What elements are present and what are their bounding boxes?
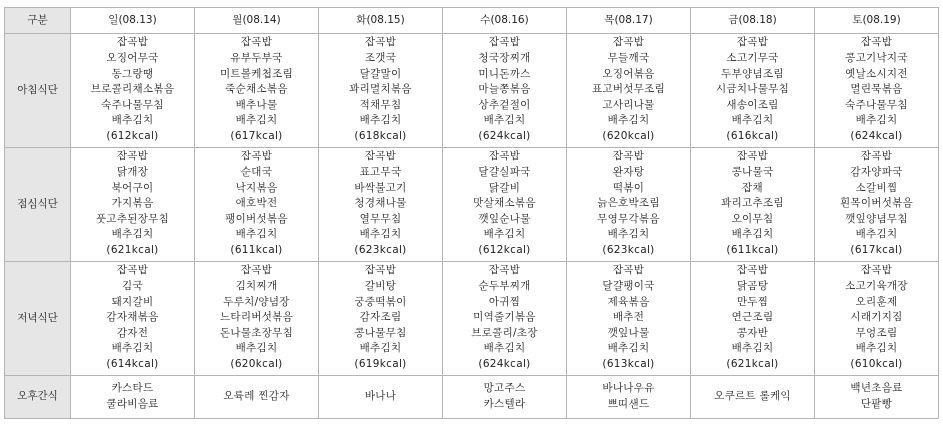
menu-cell (319, 148, 443, 262)
menu-item: 잡곡밥 (612, 36, 645, 49)
day-header: 수(08.16) (443, 8, 567, 34)
menu-item: 백년초음료 (850, 381, 903, 394)
menu-item: 잡곡밥 (364, 264, 397, 277)
menu-cell (567, 262, 691, 376)
menu-item: 미니돈까스 (478, 67, 531, 80)
menu-item: 잡곡밥 (364, 36, 397, 49)
menu-item: 새송이조림 (726, 98, 779, 111)
menu-item: 잡곡밥 (736, 150, 769, 163)
menu-item: 느타리버섯볶음 (219, 311, 294, 324)
meal-name: 오후간식 (5, 376, 71, 419)
menu-item: 청경채나물 (354, 197, 407, 210)
meal-row (5, 148, 939, 262)
menu-item: 궁중떡볶이 (354, 295, 407, 308)
menu-item: 브로콜리/초장 (471, 326, 538, 339)
menu-item: 잡곡밥 (488, 264, 521, 277)
menu-item: 배추김치 (235, 114, 278, 127)
menu-item: 잡곡밥 (736, 264, 769, 277)
menu-item: 낙지볶음 (235, 181, 278, 194)
menu-item: (620kcal) (230, 357, 283, 370)
menu-item: 표고버섯무조림 (591, 83, 666, 96)
day-header: 일(08.13) (71, 8, 195, 34)
menu-item: 배추김치 (731, 228, 774, 241)
menu-item: 잡곡밥 (364, 150, 397, 163)
menu-item: (611kcal) (230, 243, 283, 256)
menu-item: 잡곡밥 (116, 36, 149, 49)
menu-item: 감자조림 (359, 311, 402, 324)
menu-item: (624kcal) (478, 129, 531, 142)
menu-cell (815, 376, 939, 419)
meal-plan-table (4, 7, 939, 419)
menu-item: 잡곡밥 (488, 150, 521, 163)
meal-name: 아침식단 (5, 34, 71, 148)
menu-item: 깻잎양념무침 (845, 212, 908, 225)
menu-item: 만두찜 (736, 295, 769, 308)
menu-cell (443, 262, 567, 376)
menu-item: 감자채볶음 (106, 311, 159, 324)
menu-item: 북어구이 (111, 181, 154, 194)
menu-item: 브로콜리채소볶음 (90, 83, 175, 96)
menu-item: 배추김치 (235, 228, 278, 241)
menu-item: 배추김치 (607, 114, 650, 127)
menu-cell (195, 148, 319, 262)
menu-item: 완자탕 (612, 166, 645, 179)
menu-item: 오쿠르트 롤케익 (714, 389, 791, 402)
menu-item: 꽈리멸치볶음 (349, 83, 412, 96)
menu-item: (614kcal) (106, 357, 159, 370)
menu-item: 바나나우유 (602, 381, 655, 394)
meal-name: 저녁식단 (5, 262, 71, 376)
menu-item: 쿨라비음료 (106, 397, 159, 410)
menu-cell (71, 376, 195, 419)
menu-item: 배추김치 (855, 114, 898, 127)
menu-item: 카스타드 (111, 381, 154, 394)
meal-name: 점심식단 (5, 148, 71, 262)
menu-item: 배추김치 (483, 342, 526, 355)
menu-cell (815, 34, 939, 148)
menu-item: 소고기무국 (726, 52, 779, 65)
menu-item: 떡볶이 (612, 181, 645, 194)
menu-item: 오이무침 (731, 212, 774, 225)
menu-item: (619kcal) (354, 357, 407, 370)
menu-item: 닭개장 (116, 166, 149, 179)
menu-item: (612kcal) (478, 243, 531, 256)
menu-item: 배추김치 (483, 228, 526, 241)
menu-item: (621kcal) (726, 357, 779, 370)
menu-item: 시래기지짐 (850, 311, 903, 324)
menu-cell (319, 262, 443, 376)
menu-item: 배추김치 (607, 228, 650, 241)
menu-item: (610kcal) (850, 357, 903, 370)
menu-item: 돈나물초장무침 (219, 326, 294, 339)
menu-item: 단팥빵 (860, 397, 893, 410)
menu-item: 잡곡밥 (240, 150, 273, 163)
meal-row (5, 34, 939, 148)
menu-cell (691, 262, 815, 376)
menu-item: 오리훈제 (855, 295, 898, 308)
header-corner: 구분 (5, 8, 71, 34)
menu-item: 깻잎순나물 (478, 212, 531, 225)
menu-item: 김치찌개 (235, 280, 278, 293)
menu-item: (617kcal) (850, 243, 903, 256)
menu-item: 숙주나물무침 (845, 98, 908, 111)
menu-item: 바나나 (364, 389, 397, 402)
menu-item: 동그랑땡 (111, 67, 154, 80)
menu-cell (195, 34, 319, 148)
menu-cell (71, 148, 195, 262)
menu-item: 달걀실파국 (478, 166, 531, 179)
menu-item: 애호박전 (235, 197, 278, 210)
menu-item: 잡곡밥 (612, 264, 645, 277)
menu-item: (623kcal) (602, 243, 655, 256)
menu-cell (691, 376, 815, 419)
menu-item: (618kcal) (354, 129, 407, 142)
menu-item: 배추김치 (607, 342, 650, 355)
menu-item: 잡곡밥 (860, 36, 893, 49)
day-header: 금(08.18) (691, 8, 815, 34)
menu-item: (611kcal) (726, 243, 779, 256)
menu-item: 흰목이버섯볶음 (839, 197, 914, 210)
menu-cell (443, 148, 567, 262)
menu-item: 두부양념조림 (721, 67, 784, 80)
day-header: 월(08.14) (195, 8, 319, 34)
menu-item: 감자전 (116, 326, 149, 339)
menu-item: (620kcal) (602, 129, 655, 142)
meal-rows (5, 34, 939, 419)
menu-item: (616kcal) (726, 129, 779, 142)
menu-cell (443, 34, 567, 148)
menu-item: 달걀말이 (359, 67, 402, 80)
menu-item: 제육볶음 (607, 295, 650, 308)
menu-item: 배추김치 (731, 114, 774, 127)
header-row (5, 8, 939, 34)
menu-cell (815, 148, 939, 262)
menu-item: 유부두부국 (230, 52, 283, 65)
menu-item: 콩고기낙지국 (845, 52, 908, 65)
menu-item: (623kcal) (354, 243, 407, 256)
menu-item: 열무무침 (359, 212, 402, 225)
menu-item: 배추김치 (235, 342, 278, 355)
menu-item: 순대국 (240, 166, 273, 179)
menu-cell (71, 34, 195, 148)
menu-item: 상추겉절이 (478, 98, 531, 111)
menu-item: 잡곡밥 (116, 150, 149, 163)
menu-item: (624kcal) (478, 357, 531, 370)
menu-item: 콩나물무침 (354, 326, 407, 339)
menu-cell (195, 262, 319, 376)
menu-item: 쁘띠샌드 (607, 397, 650, 410)
menu-item: 맛살채소볶음 (473, 197, 536, 210)
menu-cell (567, 376, 691, 419)
menu-item: 잡곡밥 (860, 150, 893, 163)
menu-item: 미트볼케첩조림 (219, 67, 294, 80)
menu-item: 마늘쫑볶음 (478, 83, 531, 96)
menu-cell (195, 376, 319, 419)
menu-item: 죽순채소볶음 (225, 83, 288, 96)
menu-item: 가지볶음 (111, 197, 154, 210)
menu-item: 아귀찜 (488, 295, 521, 308)
menu-item: 순두부찌개 (478, 280, 531, 293)
menu-item: 소고기육개장 (845, 280, 908, 293)
menu-cell (319, 34, 443, 148)
day-header: 목(08.17) (567, 8, 691, 34)
menu-cell (443, 376, 567, 419)
menu-item: (613kcal) (602, 357, 655, 370)
menu-item: 돼지갈비 (111, 295, 154, 308)
menu-item: 콩자반 (736, 326, 769, 339)
menu-cell (319, 376, 443, 419)
menu-item: 고사리나물 (602, 98, 655, 111)
menu-item: 배추김치 (111, 342, 154, 355)
menu-item: 오륙레 찐감자 (223, 389, 290, 402)
menu-item: 배추김치 (359, 228, 402, 241)
menu-item: 배추전 (612, 311, 645, 324)
menu-item: 닭곰탕 (736, 280, 769, 293)
menu-item: 미역줄기볶음 (473, 311, 536, 324)
menu-item: 숙주나물무침 (101, 98, 164, 111)
menu-item: 바싹불고기 (354, 181, 407, 194)
menu-item: 배추김치 (483, 114, 526, 127)
menu-cell (567, 34, 691, 148)
menu-item: 꽈리고추조림 (721, 197, 784, 210)
menu-item: 잡곡밥 (488, 36, 521, 49)
menu-item: 소갈비찜 (855, 181, 898, 194)
menu-item: 풋고추된장무침 (95, 212, 170, 225)
menu-item: 무들깨국 (607, 52, 650, 65)
menu-item: (621kcal) (106, 243, 159, 256)
menu-item: 늙은호박조림 (597, 197, 660, 210)
meal-row (5, 262, 939, 376)
menu-item: 무영무각볶음 (597, 212, 660, 225)
menu-item: 잡곡밥 (240, 36, 273, 49)
menu-item: 잡곡밥 (860, 264, 893, 277)
day-header: 토(08.19) (815, 8, 939, 34)
menu-item: 옛날소시지전 (845, 67, 908, 80)
menu-item: 콩나물국 (731, 166, 774, 179)
menu-item: 오징어볶음 (602, 67, 655, 80)
menu-item: 김국 (122, 280, 143, 293)
menu-item: 배추김치 (111, 228, 154, 241)
menu-item: 잡채 (742, 181, 763, 194)
menu-item: 배추김치 (111, 114, 154, 127)
menu-item: 깻잎나물 (607, 326, 650, 339)
day-header: 화(08.15) (319, 8, 443, 34)
menu-item: 두루치/양념장 (223, 295, 290, 308)
menu-item: 멸린묵볶음 (850, 83, 903, 96)
menu-item: 오징어무국 (106, 52, 159, 65)
menu-item: 시금치나물무침 (715, 83, 790, 96)
menu-item: 연근조림 (731, 311, 774, 324)
menu-item: 달걀팽이국 (602, 280, 655, 293)
menu-item: 닭갈비 (488, 181, 521, 194)
menu-item: 배추김치 (359, 342, 402, 355)
menu-item: 조갯국 (364, 52, 397, 65)
menu-item: 배추김치 (359, 114, 402, 127)
menu-item: 청국장찌개 (478, 52, 531, 65)
menu-cell (71, 262, 195, 376)
menu-item: 잡곡밥 (736, 36, 769, 49)
menu-item: 망고주스 (483, 381, 526, 394)
menu-item: 배추김치 (855, 342, 898, 355)
menu-cell (691, 148, 815, 262)
menu-cell (815, 262, 939, 376)
menu-cell (691, 34, 815, 148)
menu-item: 배추나물 (235, 98, 278, 111)
menu-item: 잡곡밥 (612, 150, 645, 163)
menu-item: 잡곡밥 (240, 264, 273, 277)
menu-item: 팽이버섯볶음 (225, 212, 288, 225)
menu-item: (617kcal) (230, 129, 283, 142)
meal-row (5, 376, 939, 419)
menu-item: 카스텔라 (483, 397, 526, 410)
menu-item: 배추김치 (855, 228, 898, 241)
menu-item: 배추김치 (731, 342, 774, 355)
menu-item: 무엉조림 (855, 326, 898, 339)
menu-cell (567, 148, 691, 262)
menu-item: 감자양파국 (850, 166, 903, 179)
menu-item: 적채무침 (359, 98, 402, 111)
menu-item: (612kcal) (106, 129, 159, 142)
menu-item: 잡곡밥 (116, 264, 149, 277)
menu-item: (624kcal) (850, 129, 903, 142)
menu-item: 표고무국 (359, 166, 402, 179)
menu-item: 갈비탕 (364, 280, 397, 293)
